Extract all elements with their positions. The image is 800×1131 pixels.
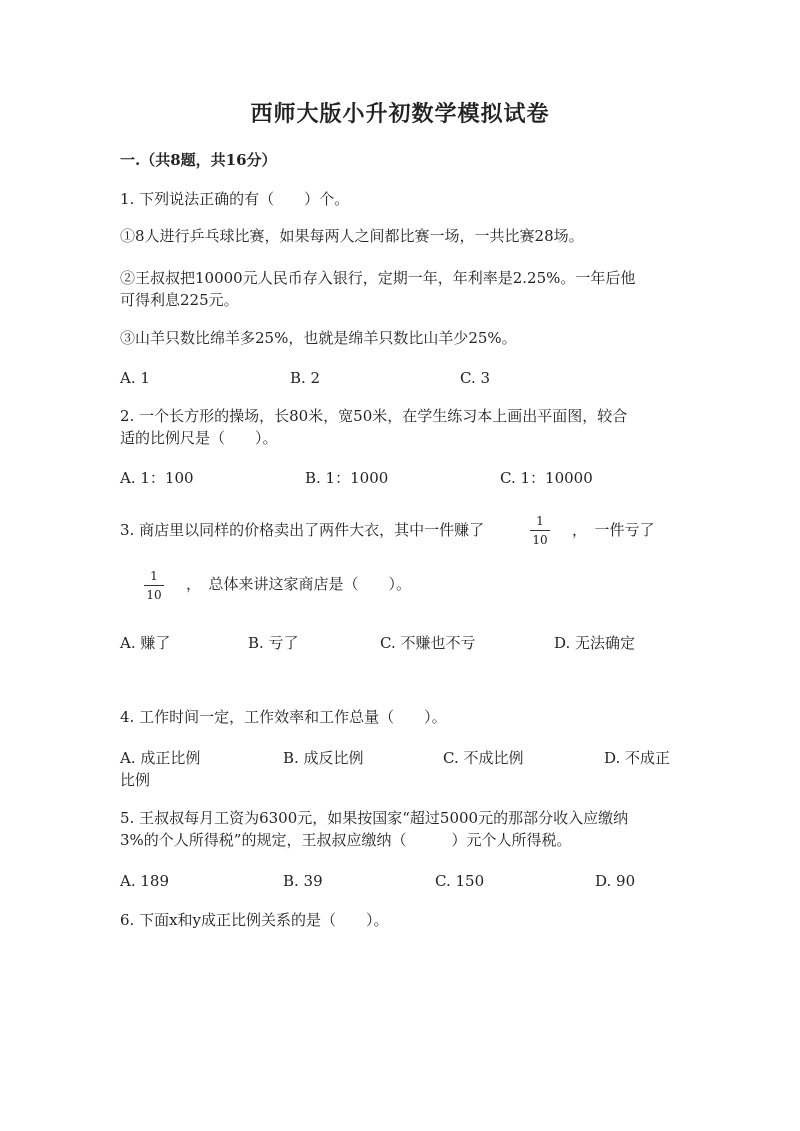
q2-stem-line2: 适的比例尺是（ ）。 xyxy=(120,429,278,447)
page-title: 西师大版小升初数学模拟试卷 xyxy=(250,101,550,127)
fraction-bar xyxy=(530,530,550,531)
q2-stem-line1: 2. 一个长方形的操场，长80米，宽50米，在学生练习本上画出平面图，较合 xyxy=(120,407,628,425)
fraction-bar xyxy=(144,585,164,586)
section-heading: 一.（共8题，共16分） xyxy=(120,151,277,169)
q5-stem-line1: 5. 王叔叔每月工资为6300元，如果按国家“超过5000元的那部分收入应缴纳 xyxy=(120,809,629,827)
q2-option-a[interactable]: A. 1：100 xyxy=(120,469,194,487)
q1-statement-1: ①8人进行乒乓球比赛，如果每两人之间都比赛一场，一共比赛28场。 xyxy=(120,227,584,245)
q3-option-c[interactable]: C. 不赚也不亏 xyxy=(380,634,476,652)
q2-option-c[interactable]: C. 1：10000 xyxy=(500,469,593,487)
q4-option-c[interactable]: C. 不成比例 xyxy=(443,749,524,767)
q3-stem-part1: 3. 商店里以同样的价格卖出了两件大衣，其中一件赚了 xyxy=(120,521,485,539)
q5-option-b[interactable]: B. 39 xyxy=(283,872,323,890)
q1-option-a[interactable]: A. 1 xyxy=(120,369,150,387)
q2-option-b[interactable]: B. 1：1000 xyxy=(305,469,389,487)
q3-option-b[interactable]: B. 亏了 xyxy=(248,634,299,652)
q5-option-d[interactable]: D. 90 xyxy=(595,872,636,890)
q5-option-c[interactable]: C. 150 xyxy=(435,872,485,890)
q3-option-a[interactable]: A. 赚了 xyxy=(120,634,171,652)
q5-option-a[interactable]: A. 189 xyxy=(120,872,169,890)
q3-stem-part2: ， 一件亏了 xyxy=(572,521,655,539)
q3-fraction-2 xyxy=(142,569,166,602)
q4-stem: 4. 工作时间一定，工作效率和工作总量（ ）。 xyxy=(120,708,447,726)
q4-option-d[interactable]: D. 不成正 xyxy=(604,749,671,767)
q3-fraction-2-numerator: 1 xyxy=(150,569,158,583)
q4-option-d-continued: 比例 xyxy=(120,771,151,789)
q1-option-c[interactable]: C. 3 xyxy=(460,369,491,387)
q3-option-d[interactable]: D. 无法确定 xyxy=(554,634,636,652)
q1-statement-2-line1: ②王叔叔把10000元人民币存入银行，定期一年，年利率是2.25%。一年后他 xyxy=(120,269,636,287)
q6-stem: 6. 下面x和y成正比例关系的是（ ）。 xyxy=(120,911,389,929)
q1-option-b[interactable]: B. 2 xyxy=(290,369,321,387)
q4-option-b[interactable]: B. 成反比例 xyxy=(283,749,364,767)
q3-fraction-1-denominator: 10 xyxy=(532,533,548,547)
q4-option-a[interactable]: A. 成正比例 xyxy=(120,749,201,767)
q3-fraction-1-numerator: 1 xyxy=(536,514,544,528)
q3-fraction-2-denominator: 10 xyxy=(146,588,162,602)
q1-stem: 1. 下列说法正确的有（ ）个。 xyxy=(120,190,350,208)
q3-stem-part3: ， 总体来讲这家商店是（ ）。 xyxy=(186,575,412,593)
q3-fraction-1 xyxy=(528,514,552,547)
q1-statement-3: ③山羊只数比绵羊多25%，也就是绵羊只数比山羊少25%。 xyxy=(120,329,517,347)
q1-statement-2-line2: 可得利息225元。 xyxy=(120,291,239,309)
q5-stem-line2: 3%的个人所得税”的规定，王叔叔应缴纳（ ）元个人所得税。 xyxy=(120,831,572,849)
